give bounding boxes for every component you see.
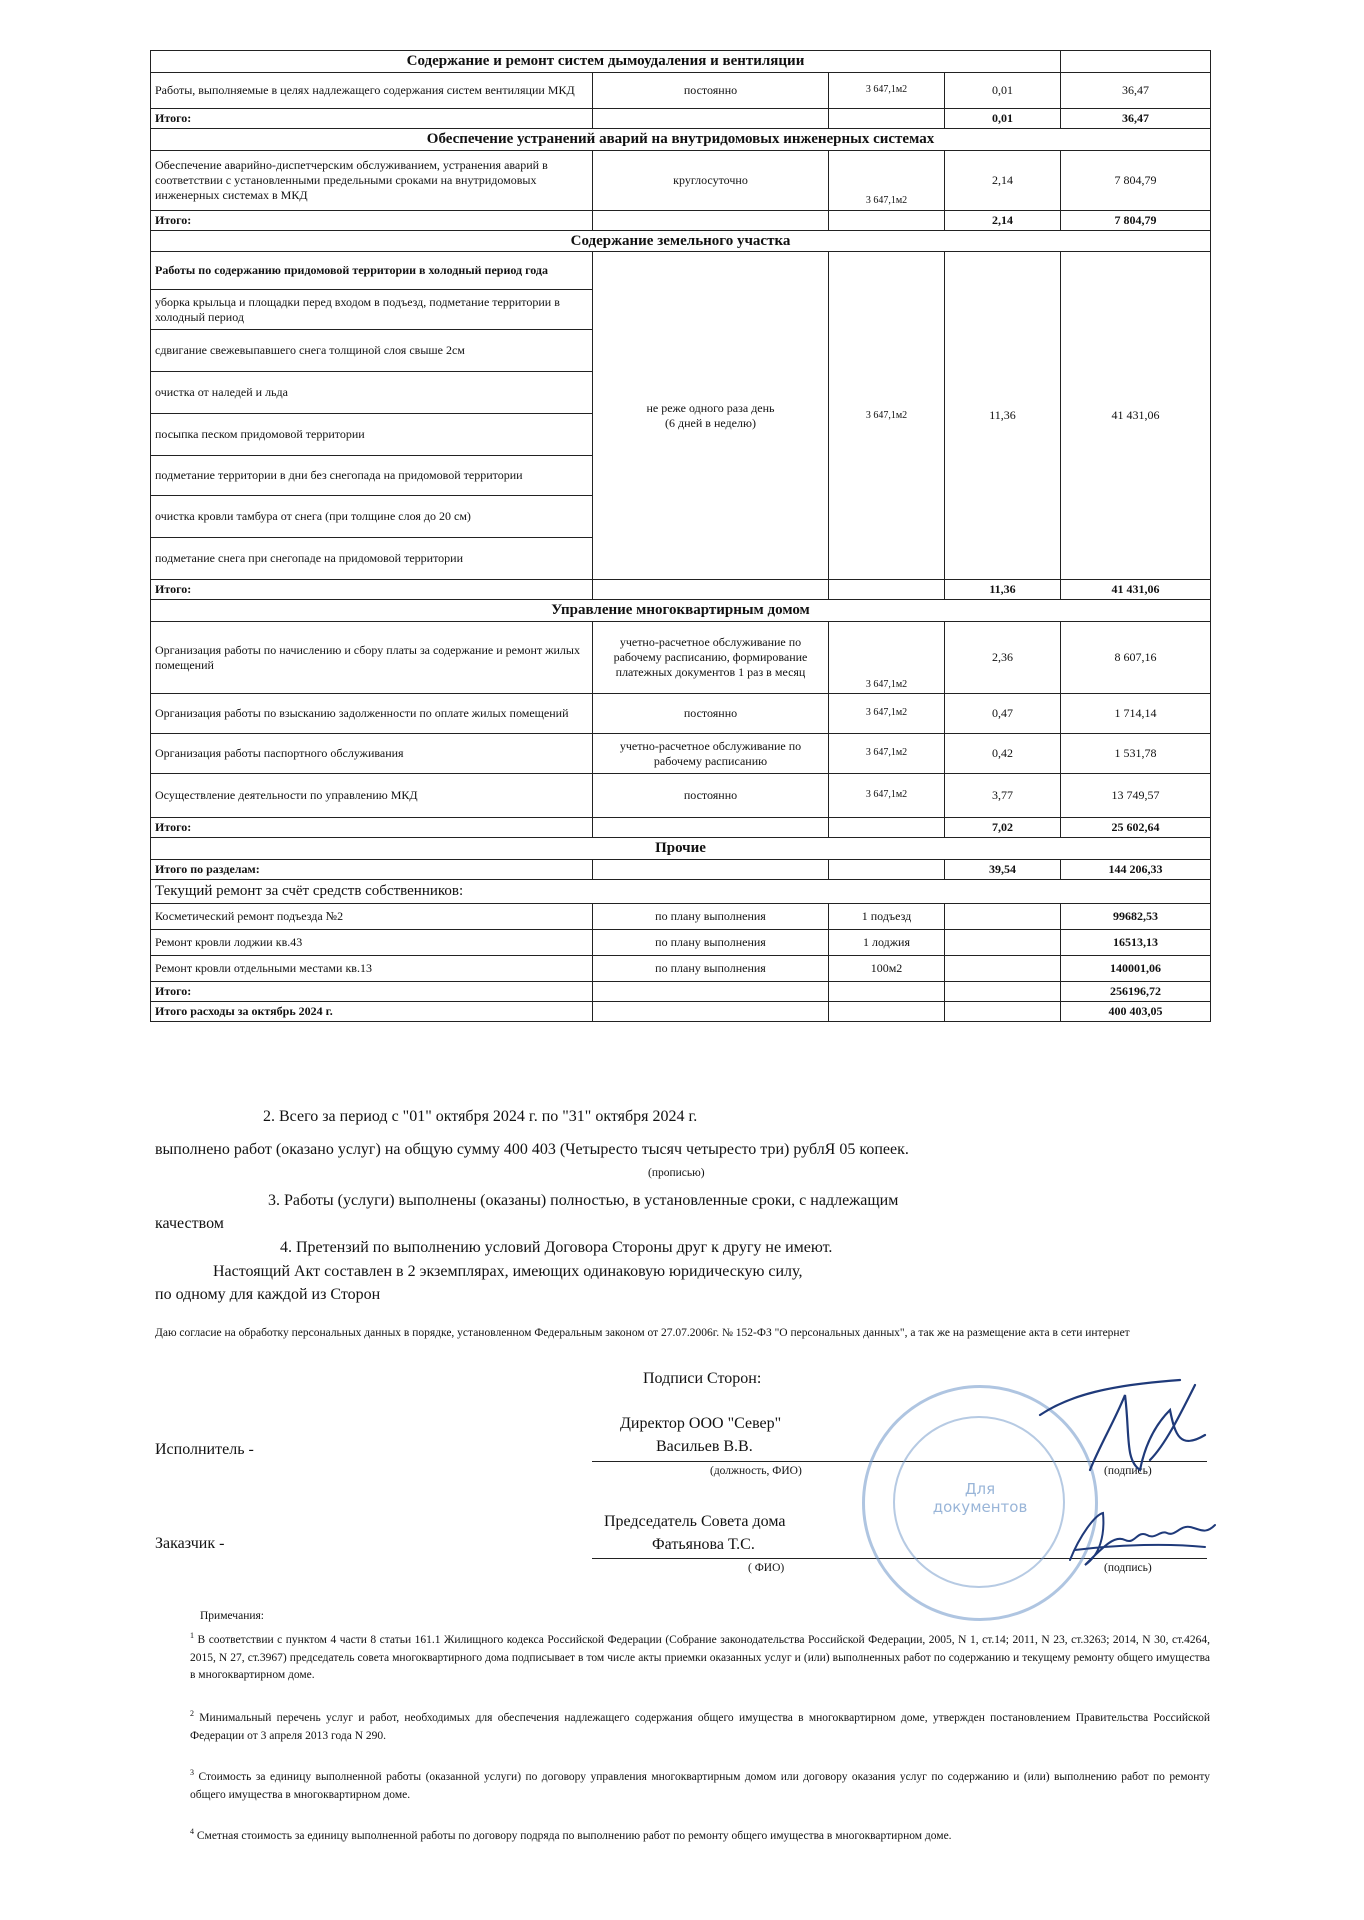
work-item: уборка крыльца и площадки перед входом в подъезд, подметание территории в холодный период: [151, 290, 593, 330]
section-header: Содержание земельного участка: [151, 230, 1211, 252]
executor-name: Васильев В.В.: [656, 1438, 753, 1455]
work-sum: 1 531,78: [1061, 734, 1211, 774]
work-name: Организация работы по взысканию задолженности по оплате жилых помещений: [151, 694, 593, 734]
note-2: $^2$ Минимальный перечень услуг и работ, необходимых для обеспечения надлежащего содержания общего имущества в многоквартирном доме, утвержден постановлением Правительства Российской Федерации от 3 апреля 2013 года N 290.: [190, 1709, 1211, 1742]
work-period: постоянно: [593, 72, 829, 108]
paragraph-copies-cont: по одному для каждой из Сторон: [155, 1286, 381, 1303]
customer-name: Фатьянова Т.С.: [652, 1536, 755, 1553]
signatures-title: Подписи Сторон:: [643, 1370, 762, 1387]
total-row: Итого: 0,01 36,47: [151, 108, 1211, 128]
section-header: Обеспечение устранений аварий на внутридомовых инженерных системах: [151, 128, 1211, 150]
work-unit: 100м2: [829, 955, 945, 981]
work-item: сдвигание свежевыпавшего снега толщиной слоя свыше 2см: [151, 330, 593, 372]
work-name: Косметический ремонт подъезда №2: [151, 903, 593, 929]
work-period: по плану выполнения: [593, 929, 829, 955]
grand-total-row: Итого расходы за октябрь 2024 г. 400 403,05: [151, 1001, 1211, 1021]
work-item: посыпка песком придомовой территории: [151, 414, 593, 456]
section-header: Прочие: [151, 838, 1211, 860]
work-sum: 99682,53: [1061, 903, 1211, 929]
paragraph-quality: 3. Работы (услуги) выполнены (оказаны) полностью, в установленные сроки, с надлежащим: [268, 1192, 899, 1209]
work-rate: 0,47: [945, 694, 1061, 734]
section-header: Содержание и ремонт систем дымоудаления и вентиляции: [151, 51, 1211, 73]
work-unit: 3 647,1м2: [829, 252, 945, 580]
customer-caption: ( ФИО): [748, 1562, 785, 1574]
work-sum: 8 607,16: [1061, 622, 1211, 694]
executor-sig-caption: (подпись): [1104, 1465, 1152, 1477]
work-unit: 3 647,1м2: [829, 72, 945, 108]
customer-position: Председатель Совета дома: [604, 1513, 786, 1530]
executor-label: Исполнитель -: [155, 1441, 254, 1458]
customer-sig-caption: (подпись): [1104, 1562, 1152, 1574]
work-period: не реже одного раза день (6 дней в неделю): [593, 252, 829, 580]
work-period: круглосуточно: [593, 150, 829, 210]
work-unit: 3 647,1м2: [829, 694, 945, 734]
total-row: Итого: 2,14 7 804,79: [151, 210, 1211, 230]
work-name: Обеспечение аварийно-диспетчерским обслуживанием, устранения аварий в соответствии с установленными предельными сроками на внутридомовых инженерных системах в МКД: [151, 150, 593, 210]
work-period: по плану выполнения: [593, 955, 829, 981]
table-row: [151, 774, 1211, 818]
section-header: Текущий ремонт за счёт средств собственников:: [151, 879, 1211, 903]
work-name: Организация работы по начислению и сбору платы за содержание и ремонт жилых помещений: [151, 622, 593, 694]
customer-signature: [1055, 1505, 1225, 1575]
work-name: Ремонт кровли отдельными местами кв.13: [151, 955, 593, 981]
work-period: учетно-расчетное обслуживание по рабочему расписанию, формирование платежных документов 1 раз в месяц: [593, 622, 829, 694]
work-unit: 1 подъезд: [829, 903, 945, 929]
work-period: постоянно: [593, 694, 829, 734]
work-rate: 11,36: [945, 252, 1061, 580]
work-period: постоянно: [593, 774, 829, 818]
work-sum: 140001,06: [1061, 955, 1211, 981]
table-row: [151, 734, 1211, 774]
work-item: подметание территории в дни без снегопада на придомовой территории: [151, 456, 593, 496]
work-sum: 1 714,14: [1061, 694, 1211, 734]
paragraph-total-sum: выполнено работ (оказано услуг) на общую сумму 400 403 (Четыресто тысяч четыресто три) рублЯ 05 копеек.: [155, 1141, 909, 1158]
work-period: по плану выполнения: [593, 903, 829, 929]
work-item: подметание снега при снегопаде на придомовой территории: [151, 538, 593, 580]
work-unit: 3 647,1м2: [829, 622, 945, 694]
work-sum: 16513,13: [1061, 929, 1211, 955]
work-name: Работы по содержанию придомовой территории в холодный период года: [151, 252, 593, 290]
work-unit: 3 647,1м2: [829, 774, 945, 818]
work-name: Осуществление деятельности по управлению МКД: [151, 774, 593, 818]
section-header: Управление многоквартирным домом: [151, 600, 1211, 622]
work-sum: 13 749,57: [1061, 774, 1211, 818]
executor-position: Директор ООО "Север": [620, 1415, 782, 1432]
work-rate: 0,42: [945, 734, 1061, 774]
customer-label: Заказчик -: [155, 1535, 225, 1552]
work-rate: 2,36: [945, 622, 1061, 694]
work-sum: 36,47: [1061, 72, 1211, 108]
total-row: Итого: 7,02 25 602,64: [151, 818, 1211, 838]
work-rate: 2,14: [945, 150, 1061, 210]
work-sum: 7 804,79: [1061, 150, 1211, 210]
work-rate: 3,77: [945, 774, 1061, 818]
work-name: Ремонт кровли лоджии кв.43: [151, 929, 593, 955]
notes-title: Примечания:: [200, 1610, 264, 1622]
paragraph-no-claims: 4. Претензий по выполнению условий Договора Стороны друг к другу не имеют.: [280, 1239, 833, 1256]
table-row: [151, 252, 1211, 290]
table-row: [151, 150, 1211, 210]
caption-propisyu: (прописью): [648, 1167, 705, 1179]
table-row: [151, 955, 1211, 981]
table-row: [151, 929, 1211, 955]
work-unit: 3 647,1м2: [829, 150, 945, 210]
note-1: $^1$ В соответствии с пунктом 4 части 8 статьи 161.1 Жилищного кодекса Российской Федерации (Собрание законодательства Российской Федерации, 2005, N 1, ст.14; 2011, N 23, ст.3263; 2014, N 30, ст.4264, 2015, N 27, ст.3967) председатель совета многоквартирного дома подписывает в том числе акты приемки оказанных услуг и (или) выполненных работ по содержанию и текущему ремонту общего имущества в многоквартирном доме.: [190, 1631, 1211, 1682]
work-item: очистка от наледей и льда: [151, 372, 593, 414]
company-stamp: Для документов: [862, 1385, 1098, 1621]
table-row: [151, 903, 1211, 929]
paragraph-total-period: 2. Всего за период с "01" октября 2024 г. по "31" октября 2024 г.: [263, 1108, 698, 1125]
note-4: $^4$ Сметная стоимость за единицу выполненной работы по договору подряда по выполнению работ по ремонту общего имущества в многоквартирном доме.: [190, 1827, 952, 1842]
note-3: $^3$ Стоимость за единицу выполненной работы (оказанной услуги) по договору управления многоквартирным домом или договору оказания услуг по содержанию и (или) выполнению работ по ремонту общего имущества в многоквартирном доме.: [190, 1768, 1210, 1801]
work-rate: 0,01: [945, 72, 1061, 108]
work-unit: 3 647,1м2: [829, 734, 945, 774]
work-period: учетно-расчетное обслуживание по рабочему расписанию: [593, 734, 829, 774]
consent-text: Даю согласие на обработку персональных данных в порядке, установленном Федеральным законом от 27.07.2006г. № 152-ФЗ "О персональных данных", а так же на размещение акта в сети интернет: [155, 1327, 1130, 1339]
works-table: [150, 50, 1211, 1022]
executor-caption: (должность, ФИО): [710, 1465, 802, 1477]
paragraph-quality-cont: качеством: [155, 1215, 224, 1232]
work-name: Организация работы паспортного обслуживания: [151, 734, 593, 774]
table-row: [151, 694, 1211, 734]
executor-signature: [1030, 1375, 1220, 1485]
table-row: [151, 72, 1211, 108]
total-row: Итого: 11,36 41 431,06: [151, 580, 1211, 600]
work-unit: 1 лоджия: [829, 929, 945, 955]
table-row: [151, 622, 1211, 694]
work-item: очистка кровли тамбура от снега (при толщине слоя до 20 см): [151, 496, 593, 538]
paragraph-copies: Настоящий Акт составлен в 2 экземплярах, имеющих одинаковую юридическую силу,: [213, 1263, 803, 1280]
total-row: Итого: 256196,72: [151, 981, 1211, 1001]
total-row: Итого по разделам: 39,54 144 206,33: [151, 859, 1211, 879]
work-name: Работы, выполняемые в целях надлежащего содержания систем вентиляции МКД: [151, 72, 593, 108]
work-sum: 41 431,06: [1061, 252, 1211, 580]
